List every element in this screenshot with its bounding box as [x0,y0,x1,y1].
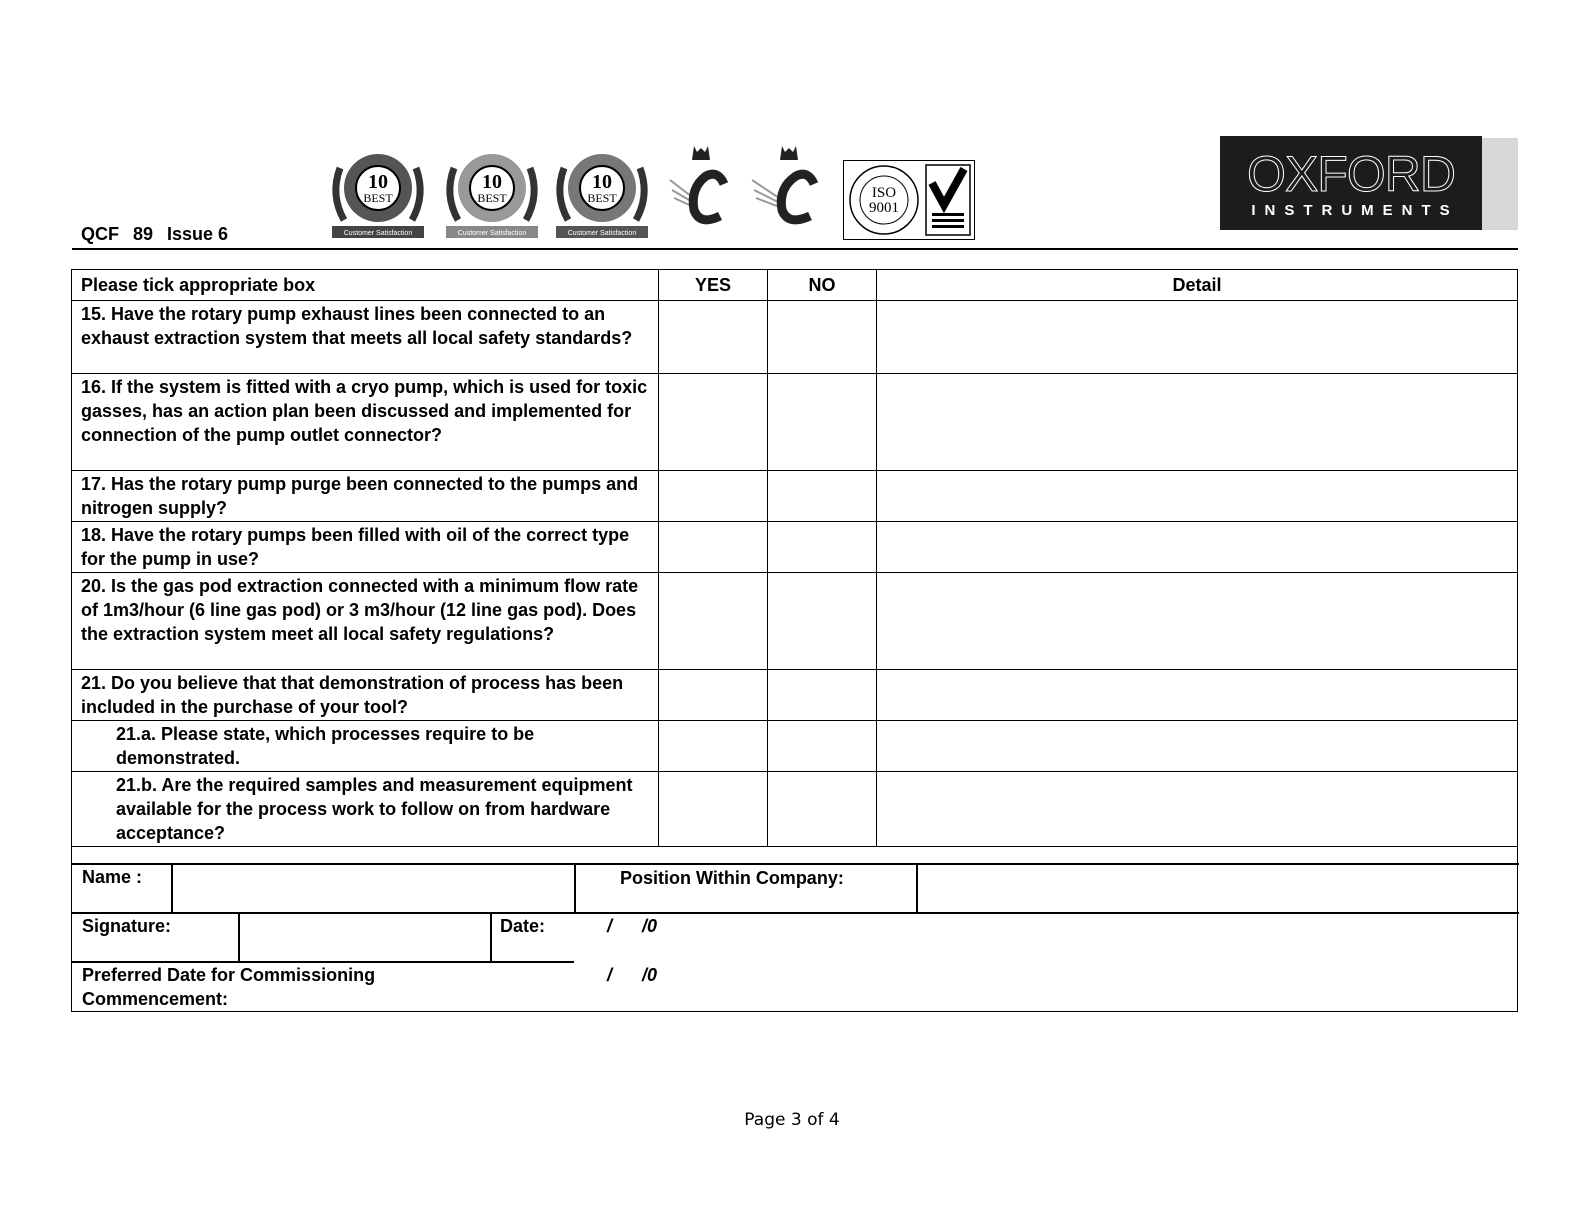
table-row [72,374,1518,471]
question-21b: 21.b. Are the required samples and measurement equipment available for the process work to follow on from hardware acceptance? [72,772,659,847]
question-21a: 21.a. Please state, which processes require to be demonstrated. [72,721,659,772]
table-row [72,573,1518,670]
svg-text:Customer Satisfaction: Customer Satisfaction [457,230,527,237]
table-row [72,772,1518,847]
divider [574,863,576,913]
header-detail: Detail [877,270,1518,301]
signature-label: Signature: [82,916,172,936]
no-checkbox[interactable] [768,374,877,471]
question-16: 16. If the system is fitted with a cryo pump, which is used for toxic gasses, has an action plan been discussed and implemented for connection of the pump outlet connector? [72,374,659,471]
logo-sub-text: INSTRUMENTS [1251,202,1459,219]
form-number: 89 [133,224,154,244]
yes-checkbox[interactable] [659,522,768,573]
svg-text:BEST: BEST [587,191,617,205]
vlsi-badge-icon [326,150,430,240]
position-label: Position Within Company: [620,868,844,888]
svg-text:BEST: BEST [477,191,507,205]
yes-checkbox[interactable] [659,471,768,522]
queens-award-e-icon [666,140,736,240]
detail-field[interactable] [877,772,1518,847]
logo-main-text: OXFORD [1247,146,1455,202]
yes-checkbox[interactable] [659,374,768,471]
table-row [72,471,1518,522]
position-field[interactable] [918,865,1516,911]
no-checkbox[interactable] [768,573,877,670]
name-field[interactable] [173,865,573,911]
svg-text:10: 10 [482,171,502,193]
date-field[interactable]: / /0 [607,916,658,936]
form-code [81,224,242,245]
oxford-instruments-logo [1220,136,1482,230]
detail-field[interactable] [877,522,1518,573]
divider [490,912,492,962]
vlsi-badge-icon [550,150,654,240]
detail-field[interactable] [877,471,1518,522]
svg-text:10: 10 [592,171,612,193]
vlsi-badge-icon [440,150,544,240]
no-checkbox[interactable] [768,471,877,522]
no-checkbox[interactable] [768,301,877,374]
name-label: Name : [82,867,143,887]
divider [72,961,574,963]
question-15: 15. Have the rotary pump exhaust lines been connected to an exhaust extraction system that meets all local safety standards? [72,301,659,374]
table-row [72,721,1518,772]
detail-field[interactable] [877,573,1518,670]
svg-text:BEST: BEST [363,191,393,205]
question-17: 17. Has the rotary pump purge been connected to the pumps and nitrogen supply? [72,471,659,522]
signoff-section [71,838,1518,1012]
question-20: 20. Is the gas pod extraction connected with a minimum flow rate of 1m3/hour (6 line gas pod) or 3 m3/hour (12 line gas pod). Does the extraction system meet all local safety regulations? [72,573,659,670]
svg-text:Customer Satisfaction: Customer Satisfaction [567,230,637,237]
question-18: 18. Have the rotary pumps been filled with oil of the correct type for the pump in use? [72,522,659,573]
table-row [72,670,1518,721]
detail-field[interactable] [877,670,1518,721]
no-checkbox[interactable] [768,670,877,721]
question-21: 21. Do you believe that that demonstration of process has been included in the purchase of your tool? [72,670,659,721]
preferred-date-label-line1: Preferred Date for Commissioning [82,965,376,985]
form-issue: Issue 6 [167,224,229,244]
svg-text:ISO: ISO [871,185,897,201]
table-header-row [72,270,1518,301]
no-checkbox[interactable] [768,772,877,847]
yes-checkbox[interactable] [659,772,768,847]
header-divider [72,248,1518,250]
svg-text:9001: 9001 [869,200,899,216]
table-row [72,522,1518,573]
detail-field[interactable] [877,374,1518,471]
yes-checkbox[interactable] [659,721,768,772]
signature-field[interactable] [240,914,489,960]
yes-checkbox[interactable] [659,670,768,721]
preferred-date-field[interactable]: / /0 [607,965,658,985]
yes-checkbox[interactable] [659,573,768,670]
detail-field[interactable] [877,301,1518,374]
header-no: NO [768,270,877,301]
detail-field[interactable] [877,721,1518,772]
no-checkbox[interactable] [768,721,877,772]
no-checkbox[interactable] [768,522,877,573]
preferred-date-label-line2: Commencement: [82,989,229,1009]
date-label: Date: [500,916,546,936]
form-code-label: QCF [81,224,119,244]
page-number: Page 3 of 4 [744,1110,840,1130]
logo-side-panel [1482,138,1518,230]
yes-checkbox[interactable] [659,301,768,374]
checklist-table [71,269,1518,847]
header-question: Please tick appropriate box [72,270,659,301]
svg-text:10: 10 [368,171,388,193]
iso-9001-certification-icon [843,160,975,240]
header-yes: YES [659,270,768,301]
queens-award-e-icon [748,140,828,240]
svg-text:Customer Satisfaction: Customer Satisfaction [343,230,413,237]
table-row [72,301,1518,374]
